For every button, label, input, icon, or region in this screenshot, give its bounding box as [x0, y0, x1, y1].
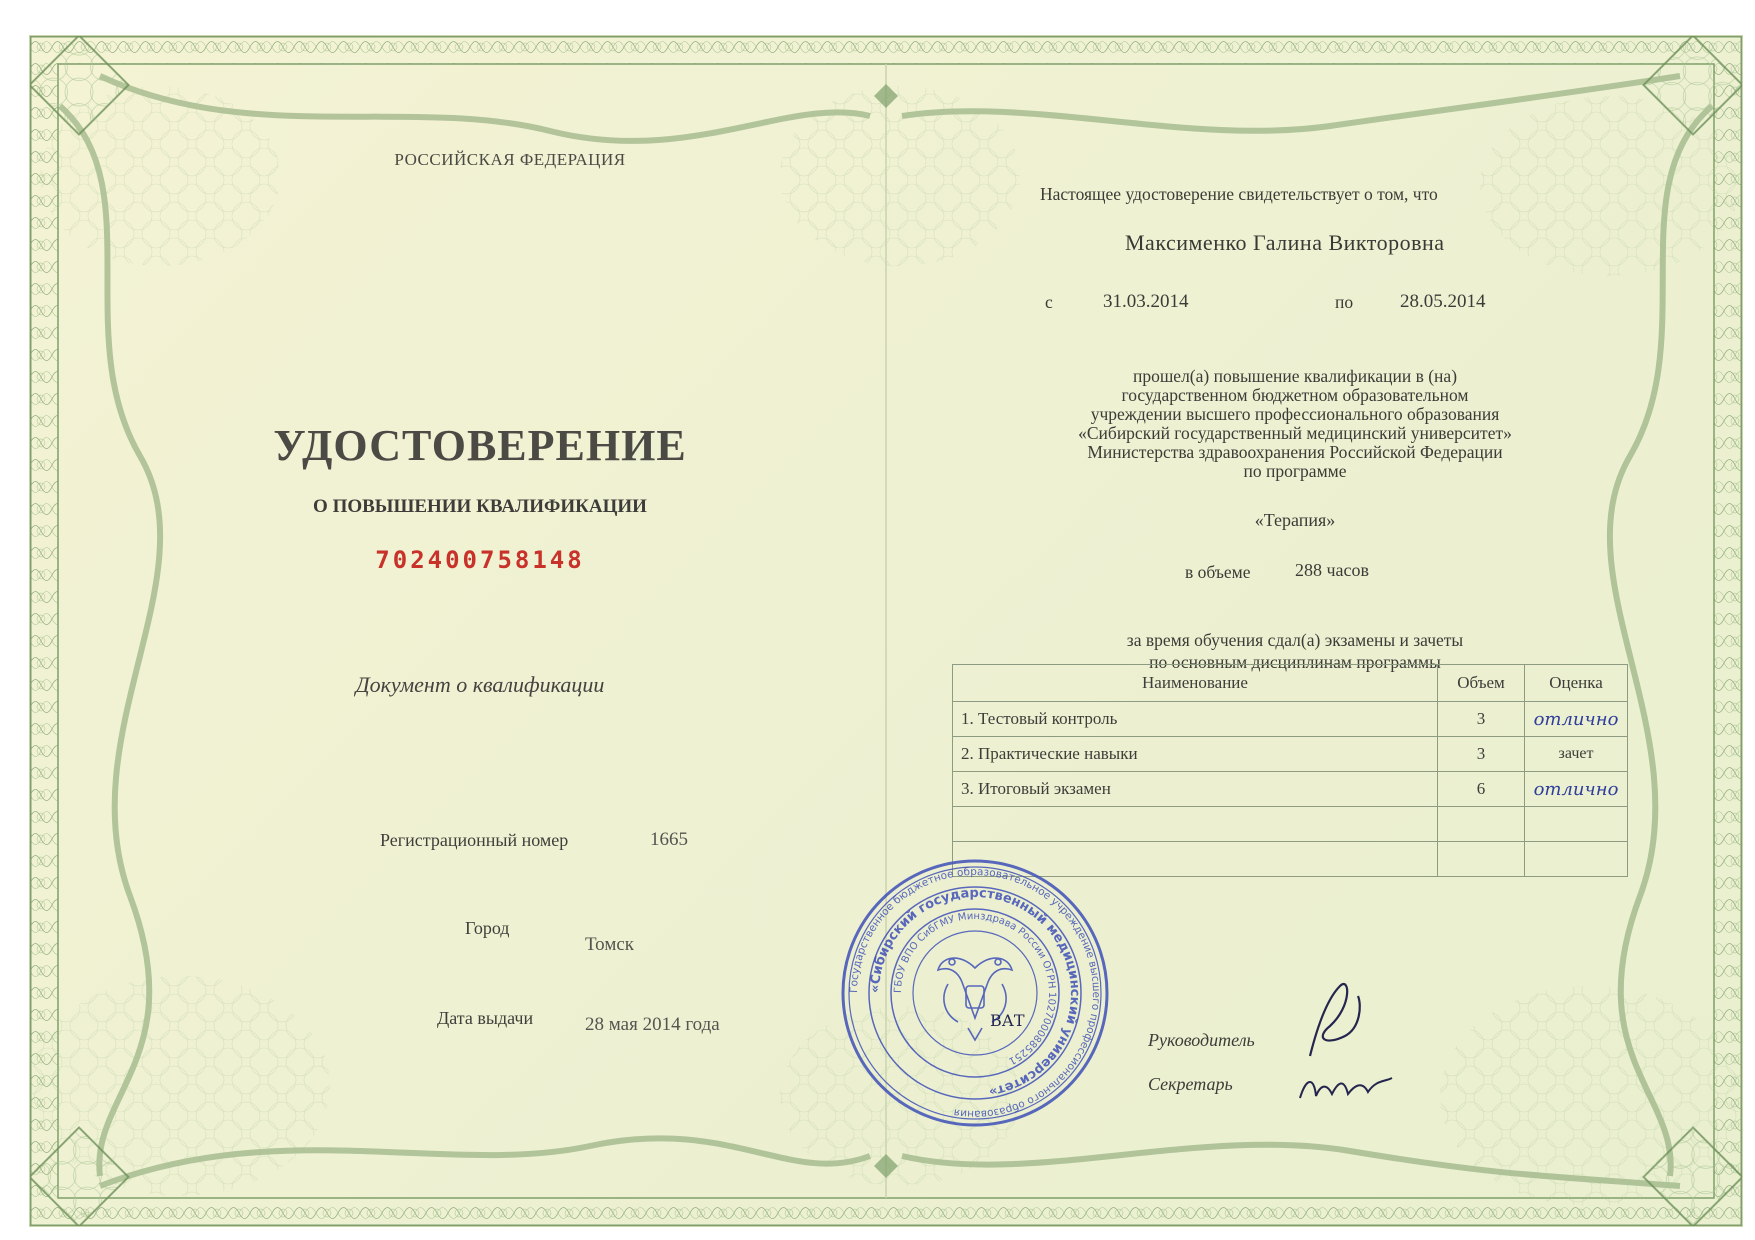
stamp-center-text: ВАТ: [990, 1011, 1025, 1030]
exams-line-2: по основным дисциплинам программы: [1149, 652, 1441, 672]
discipline-name: 2. Практические навыки: [953, 737, 1438, 772]
discipline-volume: 3: [1438, 702, 1525, 737]
discipline-name: [953, 807, 1438, 842]
holder-name: Максименко Галина Викторовна: [1125, 230, 1445, 255]
column-header-volume: Объем: [1438, 665, 1525, 702]
body-line: прошел(а) повышение квалификации в (на): [1132, 366, 1458, 386]
issue-date-value: 28 мая 2014 года: [585, 1014, 720, 1035]
secretary-label: Секретарь: [1148, 1074, 1233, 1094]
table-row: [953, 737, 1628, 772]
registration-label: Регистрационный номер: [380, 830, 569, 850]
discipline-grade: отлично: [1525, 702, 1628, 737]
stamp-middle-text: «Сибирский государственный медицинский университет»: [867, 885, 1083, 1099]
table-header-row: [953, 665, 1628, 702]
document-kind: Документ о квалификации: [355, 672, 605, 697]
from-date: 31.03.2014: [1103, 291, 1189, 312]
discipline-grade: [1525, 807, 1628, 842]
secretary-signature: [1296, 1068, 1396, 1108]
city-label: Город: [465, 918, 510, 938]
column-header-grade: Оценка: [1525, 665, 1628, 702]
discipline-volume: [1438, 807, 1525, 842]
program-name: «Терапия»: [1254, 510, 1336, 530]
discipline-grade: зачет: [1525, 737, 1628, 772]
body-line: Министерства здравоохранения Российской Федерации: [1087, 442, 1503, 462]
exams-line-1: за время обучения сдал(а) экзамены и зачеты: [1126, 630, 1464, 650]
discipline-volume: [1438, 842, 1525, 877]
discipline-volume: 6: [1438, 772, 1525, 807]
seal-stamp: [840, 858, 1110, 1128]
body-line: учреждении высшего профессионального образования: [1090, 404, 1500, 424]
stamp-inner-text: ГБОУ ВПО СибГМУ Минздрава России ОГРН 1027000885251: [892, 910, 1058, 1067]
serial-number: 702400758148: [375, 546, 585, 574]
body-line: «Сибирский государственный медицинский университет»: [1078, 423, 1512, 443]
discipline-name: 3. Итоговый экзамен: [953, 772, 1438, 807]
body-line: государственном бюджетном образовательном: [1121, 385, 1469, 405]
head-label: Руководитель: [1148, 1030, 1255, 1050]
column-header-name: Наименование: [953, 665, 1438, 702]
head-signature: [1300, 976, 1380, 1066]
city-value: Томск: [585, 934, 635, 955]
table-row: [953, 807, 1628, 842]
disciplines-table: [952, 664, 1628, 877]
discipline-grade: [1525, 842, 1628, 877]
discipline-volume: 3: [1438, 737, 1525, 772]
body-line: по программе: [1243, 461, 1347, 481]
to-date: 28.05.2014: [1400, 291, 1486, 312]
discipline-name: 1. Тестовый контроль: [953, 702, 1438, 737]
discipline-grade: отлично: [1525, 772, 1628, 807]
table-row: [953, 702, 1628, 737]
document-subtitle: О ПОВЫШЕНИИ КВАЛИФИКАЦИИ: [313, 496, 647, 517]
from-label: с: [1045, 292, 1053, 312]
issue-date-label: Дата выдачи: [437, 1008, 534, 1028]
volume-label: в объеме: [1185, 562, 1251, 582]
table-row: [953, 772, 1628, 807]
registration-value: 1665: [650, 829, 688, 850]
intro-text: Настоящее удостоверение свидетельствует о том, что: [1040, 184, 1438, 204]
to-label: по: [1335, 292, 1354, 312]
document-title: УДОСТОВЕРЕНИЕ: [273, 421, 687, 470]
stamp-outer-text: Государственное бюджетное образовательное учреждение высшего профессионального образования: [847, 865, 1103, 1121]
institution-block: [1000, 367, 1590, 481]
volume-value: 288 часов: [1295, 560, 1370, 580]
country-heading: РОССИЙСКАЯ ФЕДЕРАЦИЯ: [394, 150, 626, 169]
